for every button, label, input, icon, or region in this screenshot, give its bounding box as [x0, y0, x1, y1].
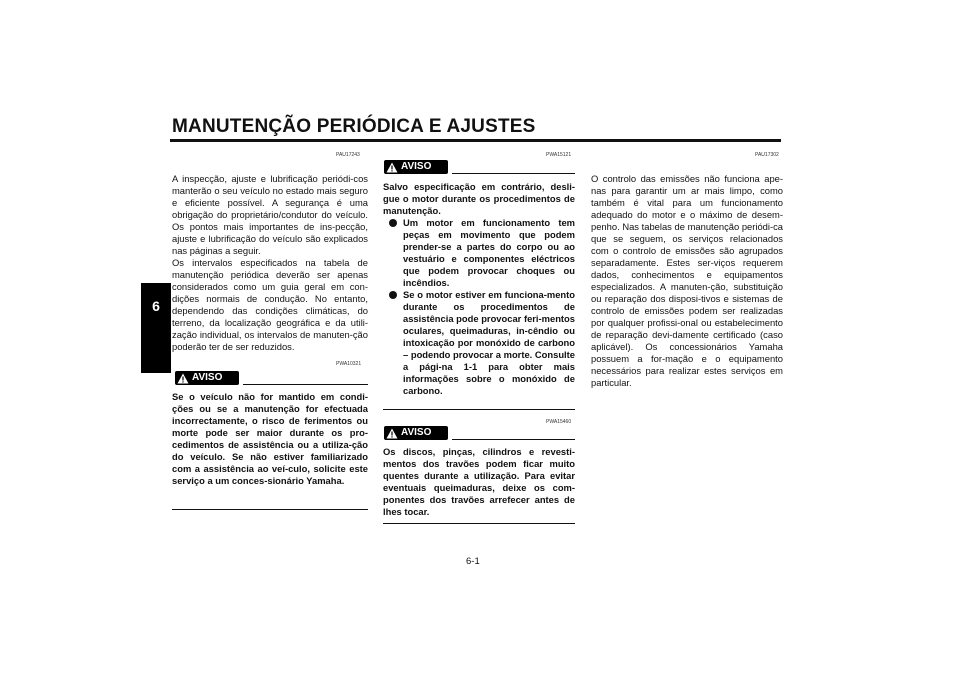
warning-label: AVISO — [192, 372, 223, 383]
warning-badge — [384, 426, 448, 440]
col1-body — [172, 173, 368, 353]
warning-bullet-list — [383, 217, 575, 397]
warning-text: Se o veículo não for mantido em condi-ções ou se a manutenção for efectuada incorrectamente, o risco de ferimentos ou morte pode ser maior durante os pro-cedimentos de assistência ou a utiliza-ção do veículo. Se não estiver familiarizado com a assistência ao veí-culo, solicite este serviço a um conces-sionário Yamaha. — [172, 391, 368, 486]
list-item — [383, 289, 575, 397]
bullet-icon — [389, 291, 397, 299]
warning-triangle-icon — [386, 428, 398, 439]
page-title: MANUTENÇÃO PERIÓDICA E AJUSTES — [172, 116, 536, 137]
warning-body — [383, 181, 575, 397]
paragraph: A inspecção, ajuste e lubrificação periódi-cos manterão o seu veículo no estado mais seguro e eficiente possível. A segurança é uma obrigação do proprietário/condutor do veículo. Os pontos mais importantes de ins-pecção, ajuste e lubrificação do veículo são explicados nas páginas a seguir. — [172, 173, 368, 256]
col3-body — [591, 173, 783, 389]
warning-triangle-icon — [386, 162, 398, 173]
warning-end-rule — [172, 509, 368, 510]
warning-rule — [243, 384, 368, 385]
page-number: 6-1 — [466, 556, 480, 567]
warning-text: Os discos, pinças, cilindros e revesti-mentos dos travões podem ficar muito quentes durante a utilização. Para evitar eventuais queimaduras, deixe os com-ponentes dos travões arrefecer antes de lhes tocar. — [383, 446, 575, 517]
warning-rule — [452, 439, 575, 440]
warning-badge — [175, 371, 239, 385]
warning-header — [384, 426, 575, 440]
warning-rule — [452, 173, 575, 174]
paragraph: O controlo das emissões não funciona ape-nas para garantir um ar mais limpo, como também é vital para um funcionamento adequado do motor e o máximo de desem-penho. Nas tabelas de manutenção periódi-ca que se seguem, os serviços relacionados com o controlo de emissões são agrupados separadamente. Estes ser-viços requerem dados, conhecimentos e equipamentos especializados. A manuten-ção, substituição ou reparação dos disposi-tivos e sistemas de controlo de emissões podem ser realizadas por qualquer profissi-onal ou estabelecimento de reparação devi-damente certificado (caso aplicável). Os concessionários Yamaha possuem a for-mação e o equipamento necessários para realizar estes serviços em particular. — [591, 173, 783, 388]
warning-code: PWA15121 — [546, 152, 572, 158]
warning-code: PWA10321 — [336, 361, 362, 367]
bullet-text: Um motor em funcionamento tem peças em movimento que podem prender-se a partes do corpo ou ao vestuário e componentes eléctricos que podem provocar choques ou incêndios. — [403, 217, 575, 288]
warning-body — [383, 446, 575, 518]
warning-body — [172, 391, 368, 487]
warning-end-rule — [383, 523, 575, 524]
chapter-tab: 6 — [141, 283, 171, 373]
warning-badge — [384, 160, 448, 174]
warning-label: AVISO — [401, 427, 432, 438]
section-code: PAU17302 — [755, 152, 779, 158]
warning-code: PWA15460 — [546, 419, 572, 425]
warning-header — [175, 371, 368, 385]
bullet-icon — [389, 219, 397, 227]
warning-intro: Salvo especificação em contrário, desli-gue o motor durante os procedimentos de manutenção. — [383, 181, 575, 216]
list-item — [383, 217, 575, 289]
warning-end-rule — [383, 409, 575, 410]
title-rule — [170, 139, 781, 142]
section-code: PAU17243 — [336, 152, 360, 158]
bullet-text: Se o motor estiver em funciona-mento durante os procedimentos de assistência pode provocar feri-mentos oculares, queimaduras, in-cêndio ou intoxicação por monóxido de carbono – podendo provocar a morte. Consulte a pági-na 1-1 para obter mais informações sobre o monóxido de carbono. — [403, 289, 575, 396]
paragraph: Os intervalos especificados na tabela de manutenção periódica deverão ser apenas considerados como um guia geral em con-dições normais de condução. No entanto, dependendo das condições climáticas, do terreno, da localização geográfica e da utili-zação individual, os intervalos de manuten-ção poderão ter de ser reduzidos. — [172, 257, 368, 352]
warning-triangle-icon — [177, 373, 189, 384]
warning-label: AVISO — [401, 161, 432, 172]
warning-header — [384, 160, 575, 174]
